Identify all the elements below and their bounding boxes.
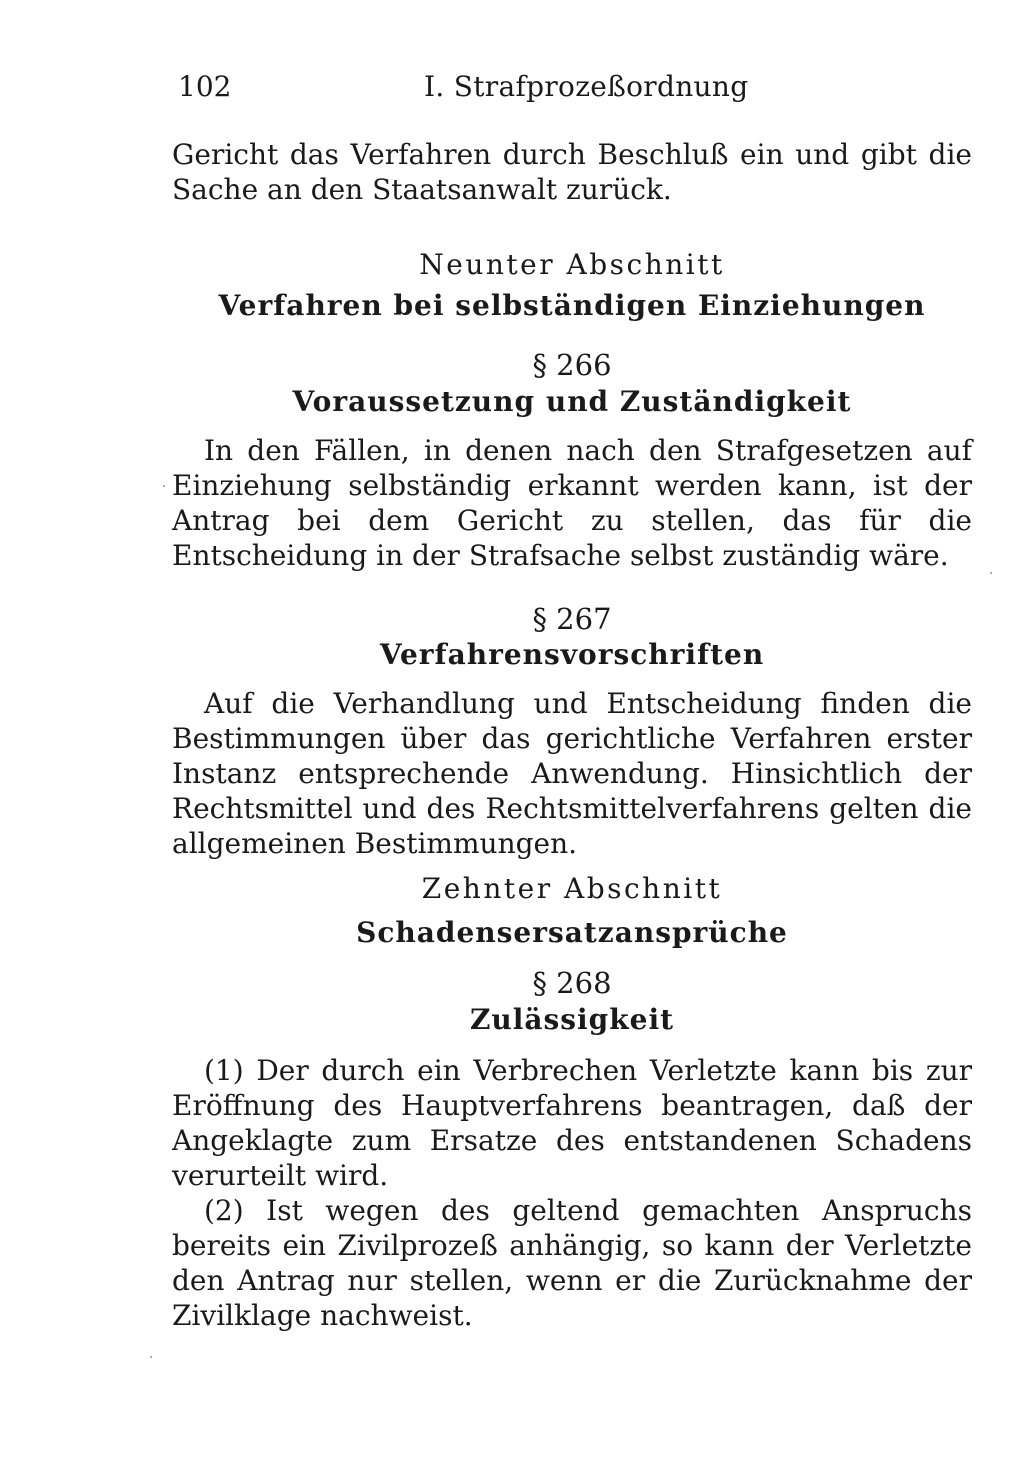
section-10-heading: Zehnter Abschnitt bbox=[421, 872, 723, 905]
scan-speck bbox=[150, 1356, 152, 1358]
paragraph-267-body bbox=[172, 686, 972, 861]
scan-speck bbox=[163, 485, 165, 487]
running-head: I. Strafprozeßordnung bbox=[424, 70, 749, 103]
paragraph-266-number: § 266 bbox=[532, 348, 612, 382]
section-9-title: Verfahren bei selbständigen Einziehungen bbox=[218, 289, 926, 322]
page-header bbox=[178, 70, 978, 110]
continuation-paragraph bbox=[172, 137, 972, 207]
continuation-text: Gericht das Verfahren durch Beschluß ein und gibt die Sache an den Staatsanwalt zurück. bbox=[172, 138, 972, 206]
paragraph-268-number: § 268 bbox=[532, 966, 612, 1000]
paragraph-267-text: Auf die Verhandlung und Entscheidung finden die Bestimmungen über das gerichtliche Verfahren erster Instanz entsprechende Anwendung. Hinsichtlich der Rechtsmittel und des Rechtsmittelverfahrens gelten die allgemeinen Bestimmungen. bbox=[172, 687, 972, 860]
paragraph-267-number: § 267 bbox=[532, 602, 612, 636]
paragraph-268-clause-2: (2) Ist wegen des geltend gemachten Anspruchs bereits ein Zivilprozeß anhängig, so kann der Verletzte den Antrag nur stellen, wenn er die Zurücknahme der Zivilklage nachweist. bbox=[172, 1194, 972, 1332]
paragraph-268-clause-1: (1) Der durch ein Verbrechen Verletzte kann bis zur Eröffnung des Hauptverfahrens beantragen, daß der Angeklagte zum Ersatze des entstandenen Schadens verurteilt wird. bbox=[172, 1054, 972, 1192]
paragraph-266-text: In den Fällen, in denen nach den Strafgesetzen auf Einziehung selbständig erkannt werden kann, ist der Antrag bei dem Gericht zu stellen, das für die Entscheidung in der Strafsache selbst zuständig wäre. bbox=[172, 434, 972, 572]
section-9-heading: Neunter Abschnitt bbox=[419, 248, 725, 281]
page-number: 102 bbox=[178, 70, 232, 103]
section-10-title: Schadensersatzansprüche bbox=[356, 916, 788, 949]
paragraph-266-body bbox=[172, 433, 972, 573]
paragraph-268-body bbox=[172, 1053, 972, 1333]
paragraph-266-title: Voraussetzung und Zuständigkeit bbox=[292, 385, 852, 418]
paragraph-267-title: Verfahrensvorschriften bbox=[379, 638, 765, 671]
scan-speck bbox=[990, 572, 992, 574]
paragraph-268-title: Zulässigkeit bbox=[469, 1003, 675, 1036]
